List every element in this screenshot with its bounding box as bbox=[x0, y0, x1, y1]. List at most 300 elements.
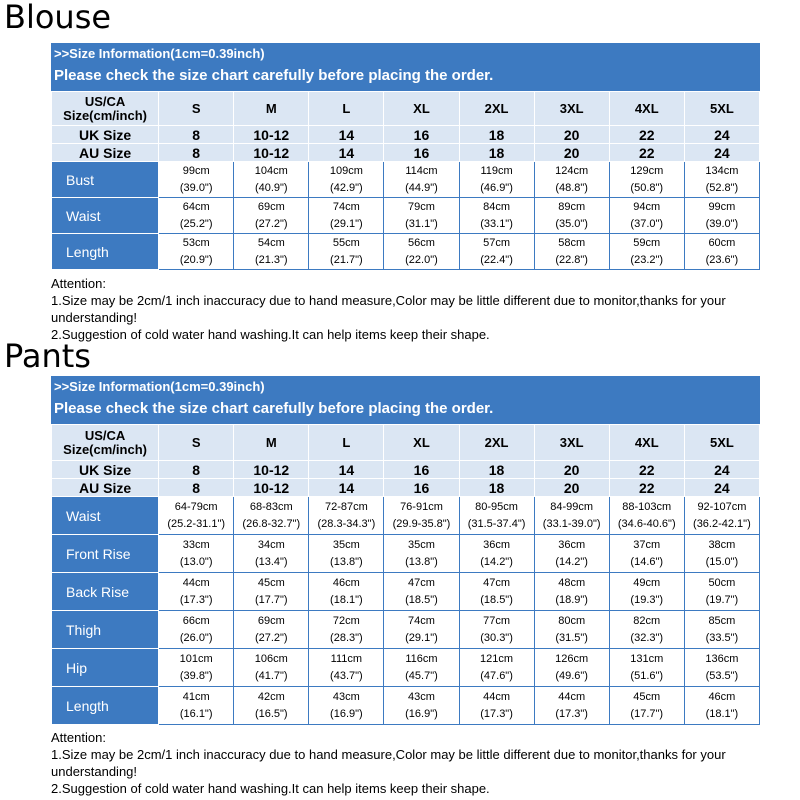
pants-uk-value: 18 bbox=[459, 461, 534, 479]
pants-measure-cell bbox=[234, 611, 309, 649]
inch-value: (36.2-42.1") bbox=[693, 517, 751, 530]
pants-attention-title: Attention: bbox=[51, 730, 106, 745]
cm-value: 49cm bbox=[633, 576, 661, 589]
pants-attention bbox=[51, 729, 757, 797]
inch-value: (25.2-31.1") bbox=[167, 517, 226, 530]
pants-measure-cell bbox=[234, 497, 309, 535]
inch-value: (37.0") bbox=[630, 217, 664, 230]
blouse-measure-cell bbox=[384, 162, 459, 198]
pants-au-label: AU Size bbox=[52, 479, 159, 497]
blouse-uk-value: 10-12 bbox=[234, 126, 309, 144]
pants-measure-cell bbox=[459, 497, 534, 535]
cm-value: 99cm bbox=[708, 200, 736, 213]
inch-value: (15.0") bbox=[705, 555, 739, 568]
cm-value: 124cm bbox=[555, 164, 589, 177]
cm-value: 131cm bbox=[630, 652, 664, 665]
blouse-au-value: 22 bbox=[609, 144, 684, 162]
cm-value: 33cm bbox=[182, 538, 210, 551]
blouse-measure-cell bbox=[309, 234, 384, 270]
blouse-au-value: 18 bbox=[459, 144, 534, 162]
pants-measure-cell bbox=[609, 649, 684, 687]
pants-au-value: 10-12 bbox=[234, 479, 309, 497]
blouse-measure-cell bbox=[234, 162, 309, 198]
cm-value: 59cm bbox=[633, 236, 661, 249]
cm-value: 36cm bbox=[483, 538, 511, 551]
cm-value: 80-95cm bbox=[475, 500, 518, 513]
cm-value: 126cm bbox=[555, 652, 589, 665]
pants-attention-note-2: 2.Suggestion of cold water hand washing.It can help items keep their shape. bbox=[51, 781, 490, 796]
blouse-measure-cell bbox=[684, 162, 759, 198]
cm-value: 45cm bbox=[257, 576, 285, 589]
pants-uk-value: 8 bbox=[159, 461, 234, 479]
inch-value: (42.9") bbox=[330, 181, 363, 194]
blouse-measure-label: Waist bbox=[52, 198, 159, 234]
cm-value: 69cm bbox=[257, 200, 285, 213]
pants-uk-value: 16 bbox=[384, 461, 459, 479]
cm-value: 85cm bbox=[708, 614, 736, 627]
pants-check-notice: Please check the size chart carefully before placing the order. bbox=[54, 400, 494, 417]
inch-value: (39.8") bbox=[179, 669, 213, 682]
blouse-uk-value: 8 bbox=[159, 126, 234, 144]
cm-value: 84-99cm bbox=[550, 500, 594, 513]
cm-value: 64cm bbox=[182, 200, 210, 213]
pants-measure-cell bbox=[384, 573, 459, 611]
inch-value: (16.9") bbox=[330, 707, 363, 720]
blouse-measure-cell bbox=[384, 198, 459, 234]
blouse-size-5xl: 5XL bbox=[684, 92, 759, 126]
blouse-size-l: L bbox=[309, 92, 384, 126]
inch-value: (48.8") bbox=[555, 181, 588, 194]
pants-measure-cell bbox=[534, 573, 609, 611]
pants-measure-cell bbox=[159, 649, 234, 687]
blouse-size-info-line: >>Size Information(1cm=0.39inch) bbox=[54, 46, 265, 61]
pants-size-l: L bbox=[309, 425, 384, 461]
cm-value: 46cm bbox=[332, 576, 360, 589]
pants-size-table bbox=[51, 424, 760, 725]
pants-uk-value: 14 bbox=[309, 461, 384, 479]
inch-value: (29.1") bbox=[330, 217, 363, 230]
cm-value: 37cm bbox=[633, 538, 661, 551]
inch-value: (29.9-35.8") bbox=[392, 517, 451, 530]
pants-measure-cell bbox=[384, 535, 459, 573]
inch-value: (18.1") bbox=[330, 593, 363, 606]
inch-value: (28.3") bbox=[330, 631, 363, 644]
blouse-measure-cell bbox=[234, 198, 309, 234]
pants-measure-row bbox=[52, 687, 760, 725]
inch-value: (34.6-40.6") bbox=[617, 517, 676, 530]
blouse-size-table bbox=[51, 91, 760, 270]
cm-value: 42cm bbox=[257, 690, 285, 703]
inch-value: (39.0") bbox=[179, 181, 213, 194]
blouse-size-s: S bbox=[159, 92, 234, 126]
blouse-measure-cell bbox=[309, 198, 384, 234]
inch-value: (28.3-34.3") bbox=[317, 517, 376, 530]
inch-value: (16.5") bbox=[254, 707, 288, 720]
inch-value: (21.3") bbox=[254, 253, 288, 266]
pants-measure-cell bbox=[459, 687, 534, 725]
pants-measure-cell bbox=[609, 497, 684, 535]
pants-measure-cell bbox=[609, 573, 684, 611]
pants-measure-cell bbox=[609, 535, 684, 573]
pants-measure-cell bbox=[309, 687, 384, 725]
pants-measure-cell bbox=[234, 687, 309, 725]
inch-value: (31.5-37.4") bbox=[467, 517, 526, 530]
blouse-size-3xl: 3XL bbox=[534, 92, 609, 126]
cm-value: 47cm bbox=[408, 576, 435, 589]
pants-au-value: 22 bbox=[609, 479, 684, 497]
cm-value: 111cm bbox=[330, 652, 363, 665]
cm-value: 136cm bbox=[705, 652, 739, 665]
pants-measure-cell bbox=[234, 573, 309, 611]
blouse-uk-value: 24 bbox=[684, 126, 759, 144]
pants-measure-cell bbox=[459, 649, 534, 687]
pants-measure-label: Length bbox=[52, 687, 159, 725]
inch-value: (13.4") bbox=[254, 555, 288, 568]
pants-measure-cell bbox=[684, 497, 759, 535]
inch-value: (26.0") bbox=[179, 631, 213, 644]
pants-au-value: 8 bbox=[159, 479, 234, 497]
inch-value: (32.3") bbox=[630, 631, 664, 644]
cm-value: 77cm bbox=[483, 614, 511, 627]
pants-au-value: 24 bbox=[684, 479, 759, 497]
cm-value: 76-91cm bbox=[400, 500, 443, 513]
blouse-uk-value: 18 bbox=[459, 126, 534, 144]
pants-measure-cell bbox=[534, 649, 609, 687]
inch-value: (47.6") bbox=[480, 669, 513, 682]
cm-value: 84cm bbox=[483, 200, 511, 213]
blouse-measure-label: Length bbox=[52, 234, 159, 270]
pants-measure-cell bbox=[309, 611, 384, 649]
cm-value: 43cm bbox=[408, 690, 435, 703]
cm-value: 44cm bbox=[182, 576, 210, 589]
inch-value: (53.5") bbox=[705, 669, 739, 682]
pants-measure-cell bbox=[159, 687, 234, 725]
pants-au-value: 18 bbox=[459, 479, 534, 497]
pants-measure-cell bbox=[309, 535, 384, 573]
cm-value: 64-79cm bbox=[174, 500, 218, 513]
pants-col-header: US/CA Size(cm/inch) bbox=[52, 425, 159, 461]
cm-value: 43cm bbox=[332, 690, 360, 703]
pants-measure-cell bbox=[609, 611, 684, 649]
blouse-title: Blouse bbox=[4, 0, 112, 36]
blouse-measure-row bbox=[52, 162, 760, 198]
cm-value: 41cm bbox=[182, 690, 210, 703]
blouse-measure-row bbox=[52, 198, 760, 234]
blouse-uk-size-row bbox=[52, 126, 760, 144]
cm-value: 74cm bbox=[408, 614, 435, 627]
cm-value: 82cm bbox=[633, 614, 661, 627]
inch-value: (16.9") bbox=[405, 707, 438, 720]
inch-value: (27.2") bbox=[254, 217, 288, 230]
pants-measure-cell bbox=[309, 649, 384, 687]
inch-value: (19.3") bbox=[630, 593, 664, 606]
cm-value: 119cm bbox=[480, 164, 513, 177]
inch-value: (44.9") bbox=[405, 181, 438, 194]
inch-value: (18.5") bbox=[405, 593, 438, 606]
inch-value: (41.7") bbox=[254, 669, 288, 682]
blouse-measure-cell bbox=[609, 198, 684, 234]
cm-value: 129cm bbox=[630, 164, 664, 177]
inch-value: (17.3") bbox=[480, 707, 513, 720]
blouse-au-value: 8 bbox=[159, 144, 234, 162]
pants-measure-cell bbox=[609, 687, 684, 725]
blouse-measure-cell bbox=[684, 234, 759, 270]
cm-value: 114cm bbox=[405, 164, 438, 177]
pants-measure-row bbox=[52, 535, 760, 573]
cm-value: 44cm bbox=[558, 690, 586, 703]
cm-value: 116cm bbox=[405, 652, 438, 665]
cm-value: 109cm bbox=[329, 164, 363, 177]
inch-value: (31.5") bbox=[555, 631, 588, 644]
pants-measure-cell bbox=[234, 649, 309, 687]
pants-size-header-row bbox=[52, 425, 760, 461]
pants-measure-cell bbox=[159, 573, 234, 611]
pants-measure-cell bbox=[684, 687, 759, 725]
cm-value: 44cm bbox=[483, 690, 511, 703]
inch-value: (22.0") bbox=[405, 253, 438, 266]
blouse-size-4xl: 4XL bbox=[609, 92, 684, 126]
cm-value: 88-103cm bbox=[622, 500, 672, 513]
inch-value: (23.6") bbox=[705, 253, 739, 266]
pants-measure-label: Hip bbox=[52, 649, 159, 687]
pants-measure-cell bbox=[234, 535, 309, 573]
pants-uk-value: 10-12 bbox=[234, 461, 309, 479]
pants-measure-label: Front Rise bbox=[52, 535, 159, 573]
pants-measure-cell bbox=[309, 497, 384, 535]
blouse-attention bbox=[51, 275, 755, 343]
inch-value: (33.5") bbox=[705, 631, 739, 644]
cm-value: 54cm bbox=[257, 236, 285, 249]
blouse-measure-cell bbox=[159, 162, 234, 198]
inch-value: (39.0") bbox=[705, 217, 739, 230]
pants-measure-cell bbox=[534, 535, 609, 573]
pants-measure-cell bbox=[384, 649, 459, 687]
cm-value: 45cm bbox=[633, 690, 661, 703]
pants-attention-note-1: 1.Size may be 2cm/1 inch inaccuracy due to hand measure,Color may be little different due to monitor,thanks for your understanding! bbox=[51, 747, 726, 779]
blouse-measure-cell bbox=[684, 198, 759, 234]
cm-value: 101cm bbox=[179, 652, 213, 665]
inch-value: (18.1") bbox=[705, 707, 739, 720]
pants-au-value: 16 bbox=[384, 479, 459, 497]
pants-uk-value: 24 bbox=[684, 461, 759, 479]
cm-value: 72-87cm bbox=[324, 500, 368, 513]
inch-value: (13.8") bbox=[330, 555, 363, 568]
pants-measure-cell bbox=[684, 535, 759, 573]
cm-value: 74cm bbox=[332, 200, 360, 213]
cm-value: 104cm bbox=[254, 164, 288, 177]
pants-size-3xl: 3XL bbox=[534, 425, 609, 461]
inch-value: (26.8-32.7") bbox=[242, 517, 301, 530]
pants-au-value: 14 bbox=[309, 479, 384, 497]
cm-value: 79cm bbox=[408, 200, 435, 213]
cm-value: 106cm bbox=[254, 652, 288, 665]
cm-value: 53cm bbox=[182, 236, 210, 249]
blouse-measure-cell bbox=[459, 162, 534, 198]
inch-value: (50.8") bbox=[630, 181, 664, 194]
pants-size-5xl: 5XL bbox=[684, 425, 759, 461]
pants-chart-header bbox=[51, 376, 760, 424]
cm-value: 92-107cm bbox=[697, 500, 747, 513]
pants-size-info-line: >>Size Information(1cm=0.39inch) bbox=[54, 379, 265, 394]
cm-value: 68-83cm bbox=[249, 500, 293, 513]
cm-value: 57cm bbox=[483, 236, 511, 249]
inch-value: (40.9") bbox=[254, 181, 288, 194]
blouse-size-2xl: 2XL bbox=[459, 92, 534, 126]
pants-measure-cell bbox=[159, 535, 234, 573]
cm-value: 55cm bbox=[332, 236, 360, 249]
blouse-uk-value: 16 bbox=[384, 126, 459, 144]
inch-value: (19.7") bbox=[705, 593, 739, 606]
inch-value: (21.7") bbox=[330, 253, 363, 266]
blouse-au-value: 14 bbox=[309, 144, 384, 162]
blouse-measure-cell bbox=[234, 234, 309, 270]
cm-value: 69cm bbox=[257, 614, 285, 627]
pants-measure-cell bbox=[459, 535, 534, 573]
blouse-measure-cell bbox=[384, 234, 459, 270]
inch-value: (18.9") bbox=[555, 593, 588, 606]
inch-value: (33.1") bbox=[480, 217, 513, 230]
pants-size-m: M bbox=[234, 425, 309, 461]
inch-value: (13.8") bbox=[405, 555, 438, 568]
blouse-measure-cell bbox=[459, 198, 534, 234]
inch-value: (16.1") bbox=[179, 707, 213, 720]
blouse-size-chart bbox=[51, 43, 760, 270]
blouse-measure-cell bbox=[534, 234, 609, 270]
pants-measure-row bbox=[52, 497, 760, 535]
pants-measure-label: Back Rise bbox=[52, 573, 159, 611]
pants-measure-cell bbox=[309, 573, 384, 611]
cm-value: 80cm bbox=[558, 614, 586, 627]
inch-value: (29.1") bbox=[405, 631, 438, 644]
blouse-measure-cell bbox=[609, 162, 684, 198]
cm-value: 47cm bbox=[483, 576, 511, 589]
blouse-au-label: AU Size bbox=[52, 144, 159, 162]
pants-measure-cell bbox=[459, 573, 534, 611]
inch-value: (35.0") bbox=[555, 217, 588, 230]
blouse-measure-cell bbox=[609, 234, 684, 270]
blouse-au-value: 20 bbox=[534, 144, 609, 162]
inch-value: (45.7") bbox=[405, 669, 438, 682]
inch-value: (17.3") bbox=[555, 707, 588, 720]
cm-value: 36cm bbox=[558, 538, 586, 551]
blouse-au-size-row bbox=[52, 144, 760, 162]
inch-value: (46.9") bbox=[480, 181, 513, 194]
pants-measure-cell bbox=[159, 611, 234, 649]
cm-value: 134cm bbox=[705, 164, 739, 177]
inch-value: (27.2") bbox=[254, 631, 288, 644]
blouse-measure-row bbox=[52, 234, 760, 270]
inch-value: (18.5") bbox=[480, 593, 513, 606]
pants-measure-cell bbox=[384, 687, 459, 725]
blouse-measure-cell bbox=[159, 198, 234, 234]
pants-measure-cell bbox=[384, 611, 459, 649]
blouse-uk-value: 14 bbox=[309, 126, 384, 144]
inch-value: (17.3") bbox=[179, 593, 213, 606]
blouse-uk-label: UK Size bbox=[52, 126, 159, 144]
inch-value: (13.0") bbox=[179, 555, 213, 568]
blouse-check-notice: Please check the size chart carefully before placing the order. bbox=[54, 67, 494, 84]
pants-measure-cell bbox=[159, 497, 234, 535]
cm-value: 66cm bbox=[182, 614, 210, 627]
inch-value: (51.6") bbox=[630, 669, 664, 682]
inch-value: (17.7") bbox=[254, 593, 288, 606]
cm-value: 34cm bbox=[257, 538, 285, 551]
blouse-measure-cell bbox=[159, 234, 234, 270]
blouse-size-m: M bbox=[234, 92, 309, 126]
cm-value: 35cm bbox=[408, 538, 435, 551]
pants-measure-cell bbox=[534, 687, 609, 725]
blouse-measure-cell bbox=[534, 162, 609, 198]
inch-value: (17.7") bbox=[630, 707, 664, 720]
blouse-au-value: 24 bbox=[684, 144, 759, 162]
inch-value: (30.3") bbox=[480, 631, 513, 644]
pants-measure-label: Waist bbox=[52, 497, 159, 535]
blouse-au-value: 10-12 bbox=[234, 144, 309, 162]
pants-measure-row bbox=[52, 573, 760, 611]
inch-value: (20.9") bbox=[179, 253, 213, 266]
cm-value: 121cm bbox=[480, 652, 514, 665]
pants-measure-cell bbox=[684, 611, 759, 649]
inch-value: (14.2") bbox=[480, 555, 513, 568]
cm-value: 50cm bbox=[708, 576, 736, 589]
cm-value: 60cm bbox=[708, 236, 736, 249]
blouse-attention-title: Attention: bbox=[51, 276, 106, 291]
cm-value: 46cm bbox=[708, 690, 736, 703]
inch-value: (25.2") bbox=[179, 217, 213, 230]
blouse-measure-label: Bust bbox=[52, 162, 159, 198]
cm-value: 35cm bbox=[332, 538, 360, 551]
pants-measure-cell bbox=[384, 497, 459, 535]
pants-uk-value: 22 bbox=[609, 461, 684, 479]
inch-value: (14.2") bbox=[555, 555, 588, 568]
pants-measure-cell bbox=[459, 611, 534, 649]
blouse-uk-value: 22 bbox=[609, 126, 684, 144]
pants-title: Pants bbox=[4, 337, 91, 375]
cm-value: 38cm bbox=[708, 538, 736, 551]
pants-uk-value: 20 bbox=[534, 461, 609, 479]
pants-measure-cell bbox=[684, 573, 759, 611]
blouse-measure-cell bbox=[459, 234, 534, 270]
blouse-size-header-row bbox=[52, 92, 760, 126]
inch-value: (33.1-39.0") bbox=[542, 517, 601, 530]
pants-measure-row bbox=[52, 611, 760, 649]
inch-value: (43.7") bbox=[330, 669, 363, 682]
pants-uk-size-row bbox=[52, 461, 760, 479]
inch-value: (14.6") bbox=[630, 555, 664, 568]
blouse-attention-note-2: 2.Suggestion of cold water hand washing.It can help items keep their shape. bbox=[51, 327, 490, 342]
pants-measure-row bbox=[52, 649, 760, 687]
inch-value: (31.1") bbox=[405, 217, 438, 230]
pants-size-chart bbox=[51, 376, 760, 725]
blouse-measure-cell bbox=[534, 198, 609, 234]
cm-value: 94cm bbox=[633, 200, 661, 213]
inch-value: (23.2") bbox=[630, 253, 664, 266]
inch-value: (52.8") bbox=[705, 181, 739, 194]
blouse-measure-cell bbox=[309, 162, 384, 198]
pants-size-xl: XL bbox=[384, 425, 459, 461]
pants-measure-cell bbox=[534, 497, 609, 535]
blouse-col-header: US/CA Size(cm/inch) bbox=[52, 92, 159, 126]
cm-value: 58cm bbox=[558, 236, 586, 249]
blouse-chart-header bbox=[51, 43, 760, 91]
blouse-attention-note-1: 1.Size may be 2cm/1 inch inaccuracy due to hand measure,Color may be little different due to monitor,thanks for your understanding! bbox=[51, 293, 726, 325]
pants-uk-label: UK Size bbox=[52, 461, 159, 479]
pants-size-4xl: 4XL bbox=[609, 425, 684, 461]
pants-size-s: S bbox=[159, 425, 234, 461]
pants-measure-label: Thigh bbox=[52, 611, 159, 649]
pants-measure-cell bbox=[534, 611, 609, 649]
blouse-uk-value: 20 bbox=[534, 126, 609, 144]
